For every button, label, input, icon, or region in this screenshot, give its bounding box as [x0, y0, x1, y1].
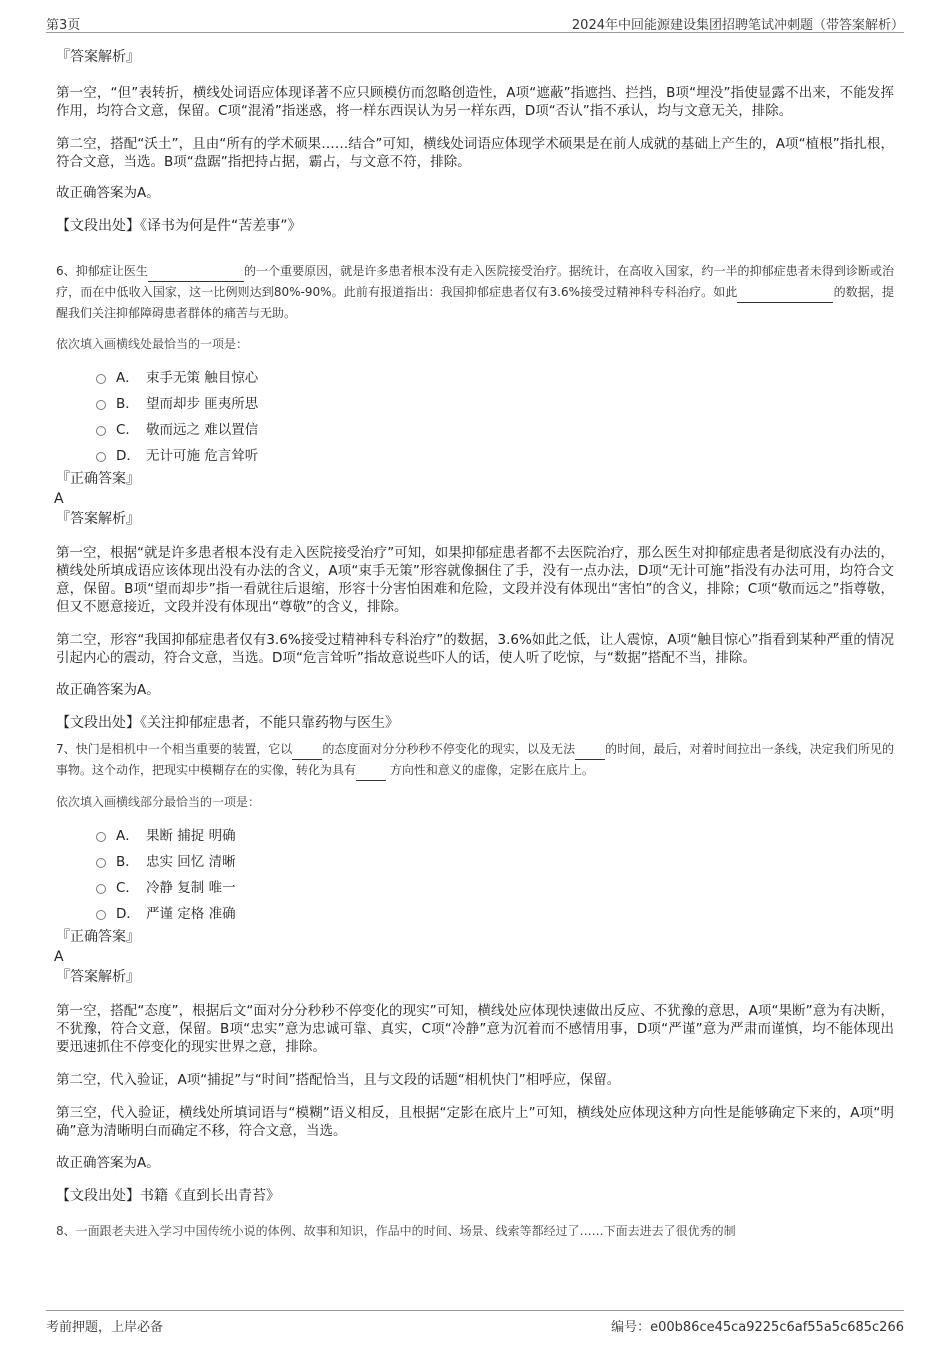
- serial-value: e00b86ce45ca9225c6af55a5c685c266: [650, 1320, 904, 1335]
- q7-blank-3: [356, 760, 386, 781]
- q6-option-c[interactable]: C． 敬而远之 难以置信: [96, 417, 894, 443]
- q8-partial-text: 8、一面跟老夫进入学习中国传统小说的体例、故事和知识，作品中的时间、场景、线索等都经过了……下面去进去了很优秀的制: [56, 1224, 736, 1238]
- q5-analysis-label: 『答案解析』: [56, 49, 140, 65]
- q5-source: 【文段出处】《译书为何是件“苦差事”》: [56, 218, 302, 234]
- q5-analysis-p1: 第一空，“但”表转折，横线处词语应体现译著不应只顾模仿而忽略创造性，A项“遮蔽”指遮挡、拦挡，B项“埋没”指使显露不出来，不能发挥作用，均符合文意，保留。C项“混淆”指迷惑，将一样东西误认为另一样东西，D项“否认”指不承认，均与文意无关，排除。: [56, 85, 894, 119]
- q7-text-a: 7、快门是相机中一个相当重要的装置，它以: [56, 742, 293, 756]
- q7-analysis-p3: 第三空，代入验证，横线处所填词语与“模糊”语义相反，且根据“定影在底片上”可知，横线处应体现这种方向性是能够确定下来的，A项“明确”意为清晰明白而确定不移，符合文意，当选。: [56, 1105, 894, 1139]
- q7-option-b[interactable]: B． 忠实 回忆 清晰: [96, 849, 894, 875]
- q6-blank-2: [737, 282, 833, 303]
- q6-conclusion: 故正确答案为A。: [56, 682, 160, 698]
- q6-question: [56, 261, 894, 323]
- q6-source: 【文段出处】《关注抑郁症患者，不能只靠药物与医生》: [56, 715, 399, 731]
- q7-options: [96, 823, 894, 927]
- q7-option-d[interactable]: D． 严谨 定格 准确: [96, 901, 894, 927]
- radio-icon[interactable]: [96, 910, 106, 920]
- q5-conclusion: 故正确答案为A。: [56, 185, 160, 201]
- page-footer: [46, 1310, 904, 1337]
- q6-text-a: 6、抑郁症让医生: [56, 264, 148, 278]
- q6-analysis-p2: 第二空，形容“我国抑郁症患者仅有3.6%接受过精神科专科治疗”的数据，3.6%如此之低，让人震惊，A项“触目惊心”指看到某种严重的情况引起内心的震动，符合文意，当选。D项“危言耸听”指故意说些吓人的话，使人听了吃惊，与“数据”搭配不当，排除。: [56, 632, 894, 666]
- q6-prompt: 依次填入画横线处最恰当的一项是：: [56, 337, 249, 351]
- q6-option-b[interactable]: B． 望而却步 匪夷所思: [96, 391, 894, 417]
- q6-analysis-label: 『答案解析』: [56, 511, 140, 527]
- q7-prompt: 依次填入画横线部分最恰当的一项是：: [56, 795, 261, 809]
- q7-question: [56, 739, 894, 781]
- q7-text-c: 的时间，最后，对着时间拉出一条线，决定我们所见的事物。这个动作，把现实中模糊存在的实像，转化为具有: [56, 742, 894, 777]
- radio-icon[interactable]: [96, 374, 106, 384]
- q7-answer: A: [54, 949, 64, 965]
- q7-blank-2: [575, 739, 605, 760]
- q6-answer: A: [54, 491, 64, 507]
- page-content: [56, 34, 894, 1296]
- radio-icon[interactable]: [96, 884, 106, 894]
- q7-analysis-label: 『答案解析』: [56, 969, 140, 985]
- q7-text-d: 方向性和意义的虚像，定影在底片上。: [386, 763, 594, 777]
- footer-serial: [611, 1316, 904, 1335]
- q7-option-c[interactable]: C． 冷静 复制 唯一: [96, 875, 894, 901]
- q6-options: [96, 365, 894, 469]
- page-header: [46, 12, 904, 33]
- page-number: 第3页: [46, 18, 81, 33]
- q7-correct-label: 『正确答案』: [56, 929, 140, 945]
- q6-option-d[interactable]: D． 无计可施 危言耸听: [96, 443, 894, 469]
- q6-correct-label: 『正确答案』: [56, 471, 140, 487]
- q6-option-a[interactable]: A． 束手无策 触目惊心: [96, 365, 894, 391]
- footer-slogan: 考前押题，上岸必备: [46, 1320, 164, 1335]
- radio-icon[interactable]: [96, 400, 106, 410]
- document-title: 2024年中回能源建设集团招聘笔试冲刺题（带答案解析）: [571, 18, 904, 33]
- radio-icon[interactable]: [96, 832, 106, 842]
- q5-analysis-p2: 第二空，搭配“沃土”，且由“所有的学术硕果……结合”可知，横线处词语应体现学术硕果是在前人成就的基础上产生的，A项“植根”指扎根，符合文意，当选。B项“盘踞”指把持占据，霸占，与文意不符，排除。: [56, 136, 894, 170]
- radio-icon[interactable]: [96, 858, 106, 868]
- q6-text-c: 的数据，提醒我们关注抑郁障碍患者群体的痛苦与无助。: [56, 285, 894, 320]
- q7-source: 【文段出处】书籍《直到长出青苔》: [56, 1188, 280, 1204]
- radio-icon[interactable]: [96, 426, 106, 436]
- q7-conclusion: 故正确答案为A。: [56, 1155, 160, 1171]
- q6-analysis-p1: 第一空，根据“就是许多患者根本没有走入医院接受治疗”可知，如果抑郁症患者都不去医院治疗，那么医生对抑郁症患者是彻底没有办法的，横线处所填成语应该体现出没有办法的含义，A项“束手无策”形容就像捆住了手，没有一点办法，D项“无计可施”指没有办法可用，均符合文意，保留。B项“望而却步”指一看就往后退缩，形容十分害怕困难和危险，文段并没有体现出“害怕”的含义，排除；C项“敬而远之”指尊敬，但又不愿意接近，文段并没有体现出“尊敬”的含义，排除。: [56, 545, 894, 615]
- q7-analysis-p1: 第一空，搭配“态度”，根据后文“面对分分秒秒不停变化的现实”可知，横线处应体现快速做出反应、不犹豫的意思，A项“果断”意为有决断，不犹豫，符合文意，保留。B项“忠实”意为忠诚可靠、真实，C项“冷静”意为沉着而不感情用事，D项“严谨”意为严肃而谨慎，均不能体现出要迅速抓住不停变化的现实世界之意，排除。: [56, 1003, 894, 1055]
- serial-label: 编号：: [611, 1320, 651, 1335]
- q7-analysis-p2: 第二空，代入验证，A项“捕捉”与“时间”搭配恰当，且与文段的话题“相机快门”相呼应，保留。: [56, 1072, 621, 1088]
- q6-blank-1: [148, 261, 244, 282]
- q7-blank-1: [292, 739, 322, 760]
- radio-icon[interactable]: [96, 452, 106, 462]
- q7-option-a[interactable]: A． 果断 捕捉 明确: [96, 823, 894, 849]
- q7-text-b: 的态度面对分分秒秒不停变化的现实，以及无法: [322, 742, 576, 756]
- q6-text-b: 的一个重要原因，就是许多患者根本没有走入医院接受治疗。据统计，在高收入国家，约一半的抑郁症患者未得到诊断或治疗，而在中低收入国家，这一比例则达到80%-90%。此前有报道指出：我国抑郁症患者仅有3.6%接受过精神科专科治疗。如此: [56, 264, 894, 299]
